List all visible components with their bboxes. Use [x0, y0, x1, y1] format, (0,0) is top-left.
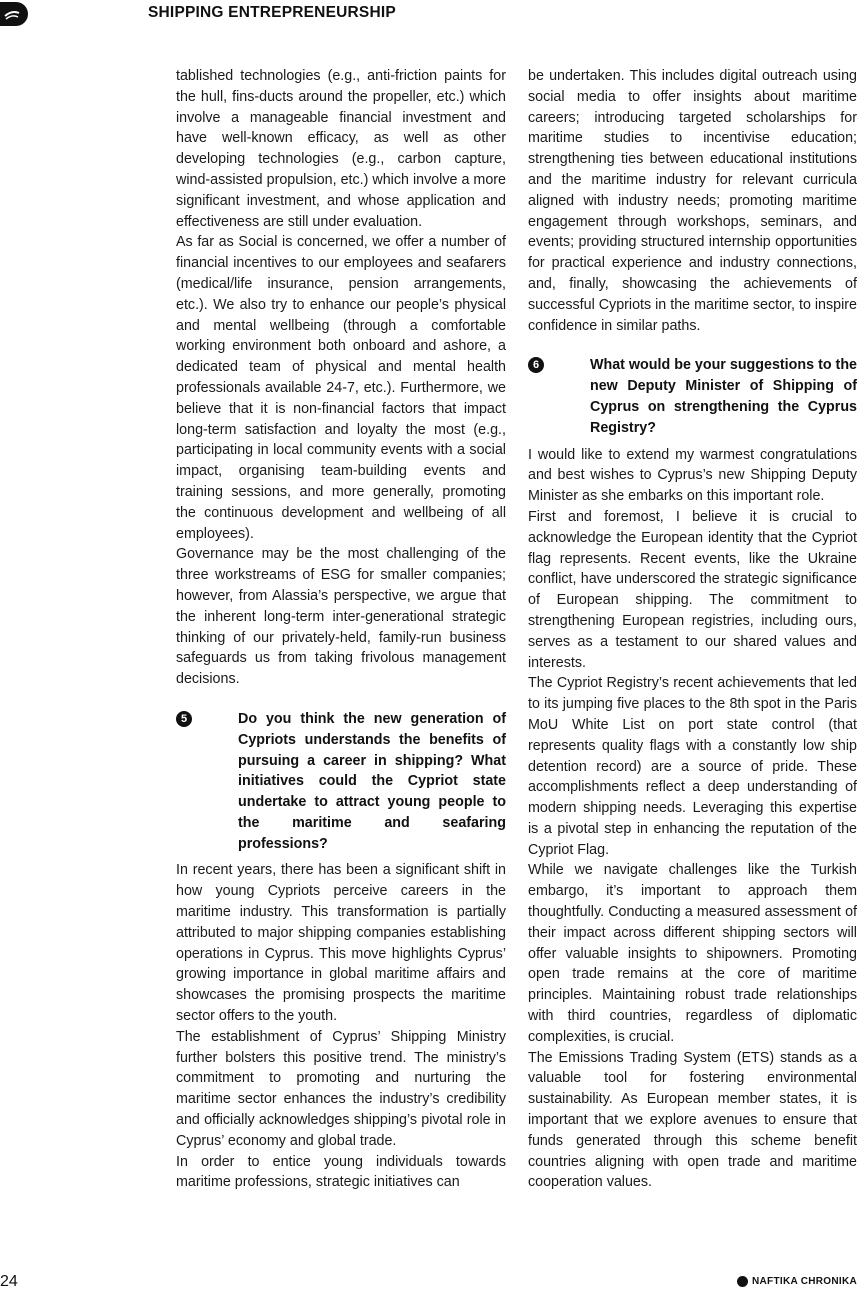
paragraph: As far as Social is concerned, we offer a number of financial incentives to our employees and seafarers (medical/life insurance, pension arrangements, etc.). We also try to enhance our people’s physical and mental wellbeing (through a comfortable working environment both onboard and ashore, a dedicated team of physical and mental health professionals available 24-7, etc.). Furthermore, we believe that it is non-financial factors that impact long-term satisfaction and loyalty the most (e.g., participating in local community events with a social impact, organising team-building events and training sessions, and more generally, promoting the continuous development and wellbeing of all employees). [176, 234, 506, 542]
page-number: 24 [0, 1273, 18, 1290]
section-title: SHIPPING ENTREPRENEURSHIP [148, 4, 396, 21]
paragraph: I would like to extend my warmest congratulations and best wishes to Cyprus’s new Shipping Deputy Minister as she embarks on this important role. [528, 446, 857, 505]
question-6 [528, 355, 857, 438]
paragraph: The Cypriot Registry’s recent achievements that led to its jumping five places to the 8th spot in the Paris MoU White List on port state control (that represents quality flags with a constantly low ship detention record) are a source of pride. These accomplishments reflect a deep understanding of modern shipping needs. Leveraging this expertise is a pivotal step in enhancing the reputation of the Cypriot Flag. [528, 675, 857, 858]
footer-brand [737, 1276, 857, 1287]
paragraph: be undertaken. This includes digital outreach using social media to offer insights about maritime careers; introducing targeted scholarships for maritime studies to incentivise education; strengthening ties between educational institutions and the maritime industry for relevant curricula aligned with industry needs; promoting maritime engagement through workshops, seminars, and events; providing structured internship opportunities for practical experience and industry connections, and, finally, showcasing the achievements of successful Cypriots in the maritime sector, to inspire confidence in similar paths. [528, 68, 857, 334]
question-text: Do you think the new generation of Cypriots understands the benefits of pursuing a career in shipping? What initiatives could the Cypriot state undertake to attract young people to the maritime and seafaring professions? [238, 710, 506, 852]
left-column [176, 66, 506, 1193]
paragraph: tablished technologies (e.g., anti-friction paints for the hull, fins-ducts around the propeller, etc.) which involve a manageable financial investment and have well-known efficacy, as well as other developing technologies (e.g., carbon capture, wind-assisted propulsion, etc.) which involve a more significant investment, and whose application and effectiveness are still under evaluation. [176, 68, 506, 230]
paragraph: While we navigate challenges like the Turkish embargo, it’s important to approach them thoughtfully. Conducting a measured assessment of their impact across different shipping sectors will offer valuable insights to shipowners. Promoting open trade remains at the core of maritime principles. Maintaining robust trade relationships with third countries, regardless of diplomatic complexities, is crucial. [528, 862, 857, 1045]
paragraph: The Emissions Trading System (ETS) stands as a valuable tool for fostering environmental sustainability. As European member states, it is important that we explore avenues to ensure that funds generated through this scheme benefit countries aligning with open trade and maritime cooperation values. [528, 1049, 857, 1191]
paragraph: First and foremost, I believe it is crucial to acknowledge the European identity that the Cypriot flag represents. Recent events, like the Ukraine conflict, have underscored the strategic significance of European shipping. The commitment to strengthening European registries, including ours, serves as a testament to our shared values and interests. [528, 508, 857, 671]
question-number-badge: 5 [176, 711, 192, 727]
paragraph: Governance may be the most challenging of the three workstreams of ESG for smaller companies; however, from Alassia’s perspective, we argue that the inherent long-term inter-generational strategic thinking of our privately-held, family-run business safeguards us from taking frivolous management decisions. [176, 546, 506, 688]
brand-name: NAFTIKA CHRONIKA [752, 1276, 857, 1287]
paragraph: The establishment of Cyprus’ Shipping Ministry further bolsters this positive trend. The ministry’s commitment to promoting and nurturing the maritime sector enhances the industry’s credibility and officially acknowledges shipping’s pivotal role in Cyprus’ economy and global trade. [176, 1028, 506, 1149]
question-text: What would be your suggestions to the new Deputy Minister of Shipping of Cyprus on strengthening the Cyprus Registry? [590, 357, 857, 436]
brand-logo-icon [737, 1276, 748, 1287]
question-5 [176, 709, 506, 855]
right-column [528, 66, 857, 1193]
paragraph: In recent years, there has been a significant shift in how young Cypriots perceive careers in the maritime industry. This transformation is partially attributed to major shipping companies establishing operations in Cyprus. This move highlights Cyprus’ growing importance in global maritime affairs and showcases the promising prospects the maritime sector offers to the youth. [176, 862, 506, 1025]
question-number-badge: 6 [528, 357, 544, 373]
magazine-logo-icon [0, 2, 28, 26]
paragraph: In order to entice young individuals towards maritime professions, strategic initiatives can [176, 1153, 506, 1191]
